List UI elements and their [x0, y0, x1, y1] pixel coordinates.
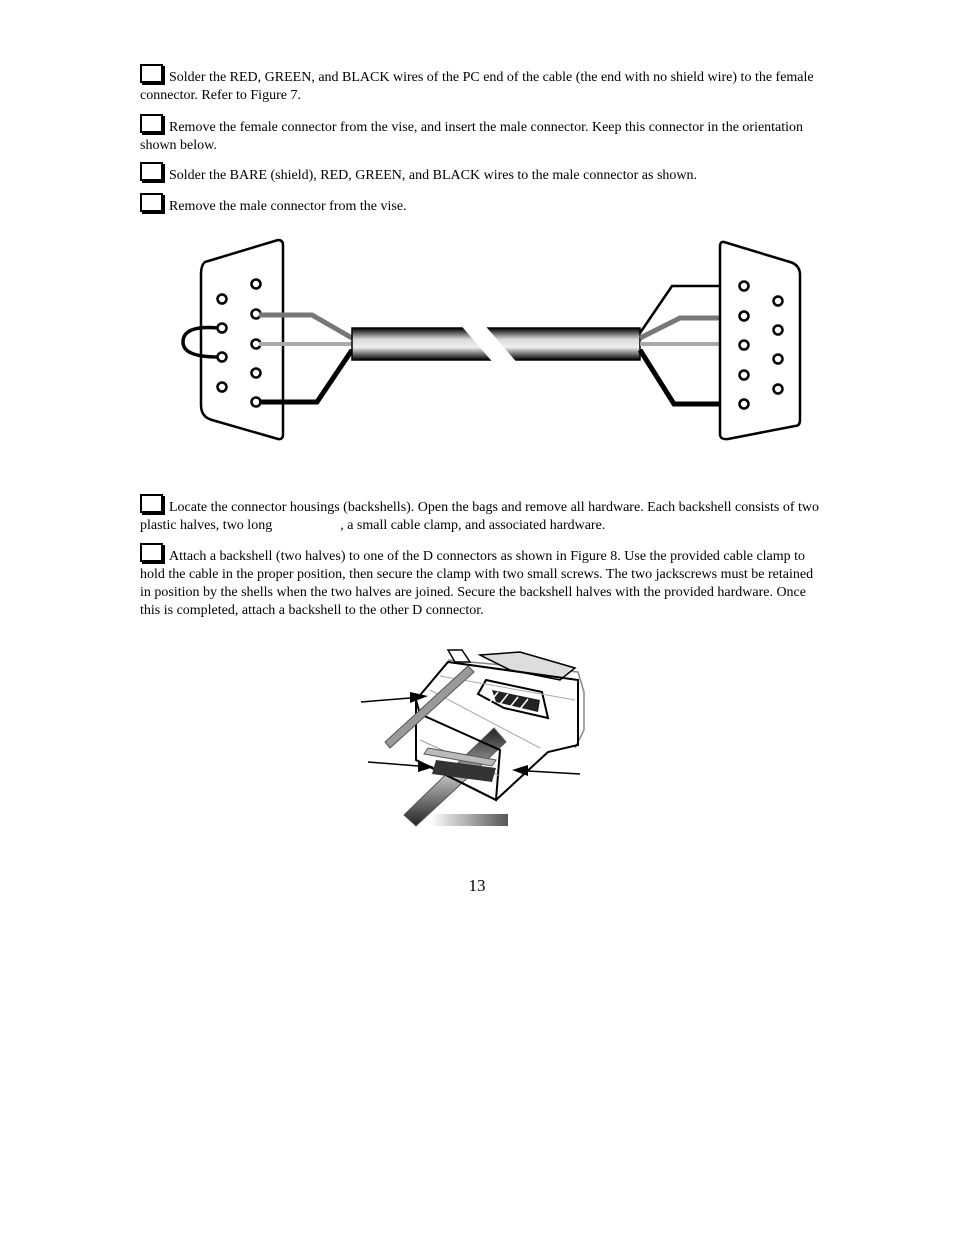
- checkbox[interactable]: [140, 543, 163, 562]
- male-connector: [720, 242, 800, 439]
- page-number: 13: [468, 876, 486, 895]
- checkbox[interactable]: [140, 193, 163, 212]
- step-text: Solder the RED, GREEN, and BLACK wires of the PC end of the cable (the end with no shield wire) to the female connector. Refer to Figure 7.: [140, 70, 814, 103]
- step-5: [140, 494, 820, 535]
- backshell-figure: [355, 640, 615, 840]
- step-text: Locate the connector housings (backshells). Open the bags and remove all hardware. Each backshell consists of two plastic halves, two long: [140, 500, 820, 533]
- step-text: Solder the BARE (shield), RED, GREEN, and BLACK wires to the male connector as shown.: [169, 168, 698, 183]
- checkbox[interactable]: [140, 162, 163, 181]
- step-1: [140, 64, 820, 105]
- step-text: Remove the female connector from the vise, and insert the male connector. Keep this connector in the orientation shown below.: [140, 120, 804, 153]
- step-6: [140, 543, 820, 620]
- step-text-cont: , a small cable clamp, and associated hardware.: [340, 518, 606, 533]
- step-text: Attach a backshell (two halves) to one of the D connectors as shown in Figure 8. Use the provided cable clamp to hold the cable in the proper position, then secure the clamp with two small screws. The two jackscrews must be retained in position by the shells when the two halves are joined. Secure the backshell halves with the provided hardware. Once this is completed, attach a backshell to the other D connector.: [140, 549, 814, 618]
- step-3: [140, 162, 820, 185]
- step-text: Remove the male connector from the vise.: [169, 199, 407, 214]
- female-connector: [183, 240, 283, 439]
- step-2: [140, 114, 820, 155]
- checkbox[interactable]: [140, 114, 163, 133]
- checkbox[interactable]: [140, 494, 163, 513]
- step-4: [140, 193, 820, 216]
- checkbox[interactable]: [140, 64, 163, 83]
